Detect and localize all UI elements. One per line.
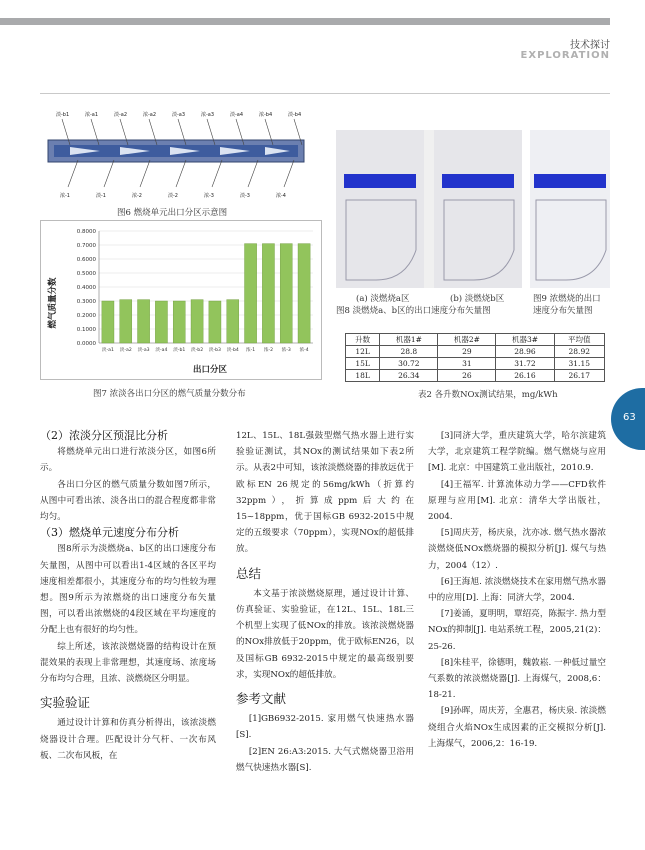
reference-item: [5]周庆芳，杨庆泉，沈亦冰. 燃气热水器浓淡燃烧低NOx燃烧器的模拟分析[J]. 煤气与热力，2004（12）. bbox=[428, 528, 606, 571]
zone-label-top: 淡-a2 bbox=[114, 112, 128, 118]
zone-label-bottom: 淡-1 bbox=[96, 193, 106, 199]
y-tick-label: 0.4000 bbox=[76, 285, 96, 291]
paragraph: 通过设计计算和仿真分析得出，该浓淡燃烧器设计合理。匹配设计分气杆、一次布风板、二次布风板，在 bbox=[40, 718, 216, 761]
x-tick-label: 淡-a4 bbox=[155, 348, 168, 353]
paragraph: 12L、15L、18L强鼓型燃气热水器上进行实验验证测试，其NOx的测试结果如下表2所示。从表2中可知，该浓淡燃烧器的排放远优于欧标EN 26规定的56mg/kWh（折算约32ppm），折算成ppm后大约在15~18ppm，优于国标GB 6932-2015中规定的五级要求（70ppm），实现NOx的超低排放。 bbox=[236, 431, 414, 555]
zone-label-top: 浓-a3 bbox=[201, 112, 215, 118]
y-tick-label: 0.3000 bbox=[76, 299, 96, 305]
x-tick-label: 淡-b1 bbox=[173, 348, 186, 353]
bar-chart bbox=[41, 221, 321, 379]
y-tick-label: 0.0000 bbox=[76, 341, 96, 347]
zone-label-top: 淡-a3 bbox=[172, 112, 186, 118]
zone-label-top: 浓-a2 bbox=[143, 112, 157, 118]
x-tick-label: 浓-1 bbox=[245, 348, 256, 353]
y-tick-label: 0.1000 bbox=[76, 327, 96, 333]
subheading-2: （2）浓淡分区预混比分析 bbox=[40, 429, 168, 442]
x-tick-label: 浓-4 bbox=[299, 348, 309, 353]
label-leader bbox=[104, 160, 114, 187]
figure-6-diagram bbox=[40, 105, 310, 203]
paragraph: 本文基于浓淡燃烧原理，通过设计计算、仿真验证、实验验证，在12L、15L、18L三个机型上实现了低NOx的排放。该浓淡燃烧器的NOx排放低于20ppm，优于欧标EN26，以及国标GB 6932-2015中规定的最高级别要求，实现NOx的超低排放。 bbox=[236, 588, 414, 680]
table-cell: 31.15 bbox=[554, 358, 604, 370]
bottom-label-group bbox=[60, 160, 294, 199]
table-2-caption: 表2 各升数NOx测试结果，mg/kWh bbox=[418, 390, 558, 400]
table-row bbox=[346, 358, 605, 370]
subheading-3: （3）燃烧单元速度分布分析 bbox=[40, 526, 179, 540]
x-tick-label: 淡-b3 bbox=[208, 348, 221, 353]
zone-label-bottom: 浓-2 bbox=[132, 193, 142, 199]
table-cell: 30.72 bbox=[380, 358, 438, 370]
table-header-cell: 机器2# bbox=[438, 334, 496, 346]
reference-item: [6]王海旭. 浓淡燃烧技术在家用燃气热水器中的应用[D]. 上海：同济大学，2004. bbox=[428, 576, 606, 604]
bar-淡-b4 bbox=[227, 300, 239, 343]
bar-浓-1 bbox=[245, 244, 257, 343]
bar-淡-b1 bbox=[173, 301, 185, 343]
zone-label-bottom: 淡-2 bbox=[168, 193, 178, 199]
table-row bbox=[346, 346, 605, 358]
figure-8b-label: (b) 淡燃烧b区 bbox=[450, 294, 505, 304]
table-cell: 18L bbox=[346, 370, 380, 382]
table-header-cell: 升数 bbox=[346, 334, 380, 346]
reference-item: [2]EN 26:A3:2015. 大气式燃烧器卫浴用燃气快速热水器[S]. bbox=[236, 746, 414, 773]
vector-band-a bbox=[344, 174, 416, 188]
table-2 bbox=[345, 333, 605, 382]
bar-浓-3 bbox=[280, 244, 292, 343]
label-leader bbox=[68, 160, 78, 187]
vector-band bbox=[534, 174, 606, 188]
figure-7-caption: 图7 浓淡各出口分区的燃气质量分数分布 bbox=[93, 389, 246, 399]
reference-item: [8]朱桂平，徐德明，魏敦崧. 一种低过量空气系数的浓淡燃烧器[J]. 上海煤气，2008,6：18-21. bbox=[428, 657, 606, 701]
figure-8-caption: 图8 淡燃烧a、b区的出口速度分布矢量图 bbox=[336, 306, 491, 316]
reference-item: [3]同济大学，重庆建筑大学，哈尔滨建筑大学，北京建筑工程学院编。燃气燃烧与应用[M]. 北京：中国建筑工业出版社，2010.9. bbox=[428, 431, 606, 474]
header-bar bbox=[0, 18, 610, 25]
burner-outline bbox=[536, 200, 606, 280]
rich-burner-vector-image bbox=[530, 130, 610, 288]
figure-8-image bbox=[336, 130, 522, 288]
bar-淡-a2 bbox=[120, 300, 132, 343]
bar-浓-4 bbox=[298, 244, 310, 343]
table-cell: 31 bbox=[438, 358, 496, 370]
label-leader bbox=[212, 160, 222, 187]
text-column-3 bbox=[428, 428, 606, 752]
panel-b bbox=[434, 130, 522, 288]
section-heading-experiment: 实验验证 bbox=[40, 695, 91, 711]
zone-label-top: 浓-b4 bbox=[259, 112, 273, 118]
label-leader bbox=[176, 160, 186, 187]
paragraph: 图8所示为淡燃烧a、b区的出口速度分布矢量图，从图中可以看出1-4区域的各区平均速度相差都很小，其速度分布的均匀性较为理想。图9所示为浓燃烧的出口速度分布矢量图，可以看出浓燃烧的4段区域在平均速度的分配上也有很好的均匀性。 bbox=[40, 544, 216, 636]
table-cell: 26.34 bbox=[380, 370, 438, 382]
zone-label-top: 淡-a4 bbox=[230, 112, 244, 118]
burner-outlet-diagram bbox=[40, 105, 310, 203]
figure-9-caption-1: 图9 浓燃烧的出口 bbox=[533, 294, 601, 304]
table-header-row bbox=[346, 334, 605, 346]
table-header-cell: 机器1# bbox=[380, 334, 438, 346]
x-tick-label: 淡-b2 bbox=[191, 348, 204, 353]
y-tick-label: 0.5000 bbox=[76, 271, 96, 277]
zone-label-top: 淡-b1 bbox=[56, 112, 70, 118]
figure-9-caption-2: 速度分布矢量图 bbox=[533, 306, 593, 316]
x-tick-label: 淡-b4 bbox=[226, 348, 239, 353]
text-column-2 bbox=[236, 428, 414, 776]
table-header-cell: 机器3# bbox=[496, 334, 554, 346]
zone-label-bottom: 浓-3 bbox=[204, 193, 214, 199]
reference-item: [9]孙晖，周庆芳，全惠君，杨庆泉. 浓淡燃烧组合火焰NOx生成因素的正交模拟分析[J]. 上海煤气，2006,2：16-19. bbox=[428, 706, 606, 749]
table-cell: 31.72 bbox=[496, 358, 554, 370]
table-cell: 15L bbox=[346, 358, 380, 370]
paragraph: 综上所述，该浓淡燃烧器的结构设计在预混效果的表现上非常理想，其速度场、浓度场分布均匀合理，且浓、淡燃烧区分明显。 bbox=[40, 641, 216, 685]
label-leader bbox=[140, 160, 150, 187]
y-axis-label: 燃气质量分数 bbox=[48, 277, 58, 329]
reference-item: [1]GB6932-2015. 家用燃气快速热水器[S]. bbox=[236, 714, 414, 741]
x-tick-label: 浓-3 bbox=[281, 348, 291, 353]
section-heading-summary: 总结 bbox=[236, 565, 262, 581]
zone-label-bottom: 浓-4 bbox=[276, 193, 286, 199]
y-tick-label: 0.8000 bbox=[76, 229, 96, 235]
table-cell: 28.92 bbox=[554, 346, 604, 358]
y-tick-label: 0.6000 bbox=[76, 257, 96, 263]
table-cell: 29 bbox=[438, 346, 496, 358]
figure-7-chart bbox=[40, 220, 322, 380]
header-divider bbox=[40, 93, 610, 94]
figure-9-image bbox=[530, 130, 610, 288]
reference-item: [7]姜涌，夏明明，覃绍亮，陈振宇. 热力型NOx的抑制[J]. 电站系统工程，2005,21(2)：25-26. bbox=[428, 609, 606, 652]
section-subtitle: EXPLORATION bbox=[520, 50, 610, 61]
bar-淡-b2 bbox=[191, 300, 203, 343]
x-tick-label: 淡-a1 bbox=[101, 348, 114, 353]
figure-8a-label: (a) 淡燃烧a区 bbox=[356, 294, 410, 304]
y-tick-label: 0.7000 bbox=[76, 243, 96, 249]
table-cell: 28.8 bbox=[380, 346, 438, 358]
y-tick-label: 0.2000 bbox=[76, 313, 96, 319]
paragraph: 将燃烧单元出口进行浓淡分区，如图6所示。 bbox=[40, 447, 216, 474]
vector-band-b bbox=[442, 174, 514, 188]
table-cell: 12L bbox=[346, 346, 380, 358]
bar-淡-a1 bbox=[102, 301, 114, 343]
zone-label-top: 浓-a1 bbox=[85, 112, 99, 118]
x-axis-label: 出口分区 bbox=[192, 365, 228, 375]
x-tick-label: 淡-a3 bbox=[137, 348, 150, 353]
zone-label-bottom: 浓-1 bbox=[60, 193, 70, 199]
table-cell: 26 bbox=[438, 370, 496, 382]
zone-label-bottom: 淡-3 bbox=[240, 193, 250, 199]
section-heading-references: 参考文献 bbox=[236, 691, 287, 707]
label-leader bbox=[284, 160, 294, 187]
section-title: 技术探讨 bbox=[570, 40, 610, 51]
page-number: 63 bbox=[623, 412, 636, 423]
table-header-cell: 平均值 bbox=[554, 334, 604, 346]
bar-淡-b3 bbox=[209, 301, 221, 343]
velocity-vector-images bbox=[336, 130, 522, 288]
figure-6-caption: 图6 燃烧单元出口分区示意图 bbox=[117, 208, 228, 218]
reference-item: [4]王福军. 计算流体动力学——CFD软件原理与应用[M]. 北京：清华大学出版社，2004. bbox=[428, 479, 606, 523]
label-leader bbox=[248, 160, 258, 187]
table-row bbox=[346, 370, 605, 382]
bar-淡-a3 bbox=[138, 300, 150, 343]
reference-list bbox=[236, 711, 414, 776]
panel-a bbox=[336, 130, 424, 288]
bar-淡-a4 bbox=[155, 301, 167, 343]
zone-label-top: 淡-b4 bbox=[288, 112, 302, 118]
table-cell: 26.17 bbox=[554, 370, 604, 382]
x-tick-label: 浓-2 bbox=[263, 348, 274, 353]
text-column-1 bbox=[40, 428, 216, 764]
table-cell: 26.16 bbox=[496, 370, 554, 382]
x-tick-label: 淡-a2 bbox=[119, 348, 132, 353]
bar-浓-2 bbox=[262, 244, 274, 343]
page-number-tab bbox=[611, 388, 645, 450]
paragraph: 各出口分区的燃气质量分数如图7所示，从图中可看出浓、淡各出口的混合程度都非常均匀。 bbox=[40, 479, 216, 523]
table-cell: 28.96 bbox=[496, 346, 554, 358]
